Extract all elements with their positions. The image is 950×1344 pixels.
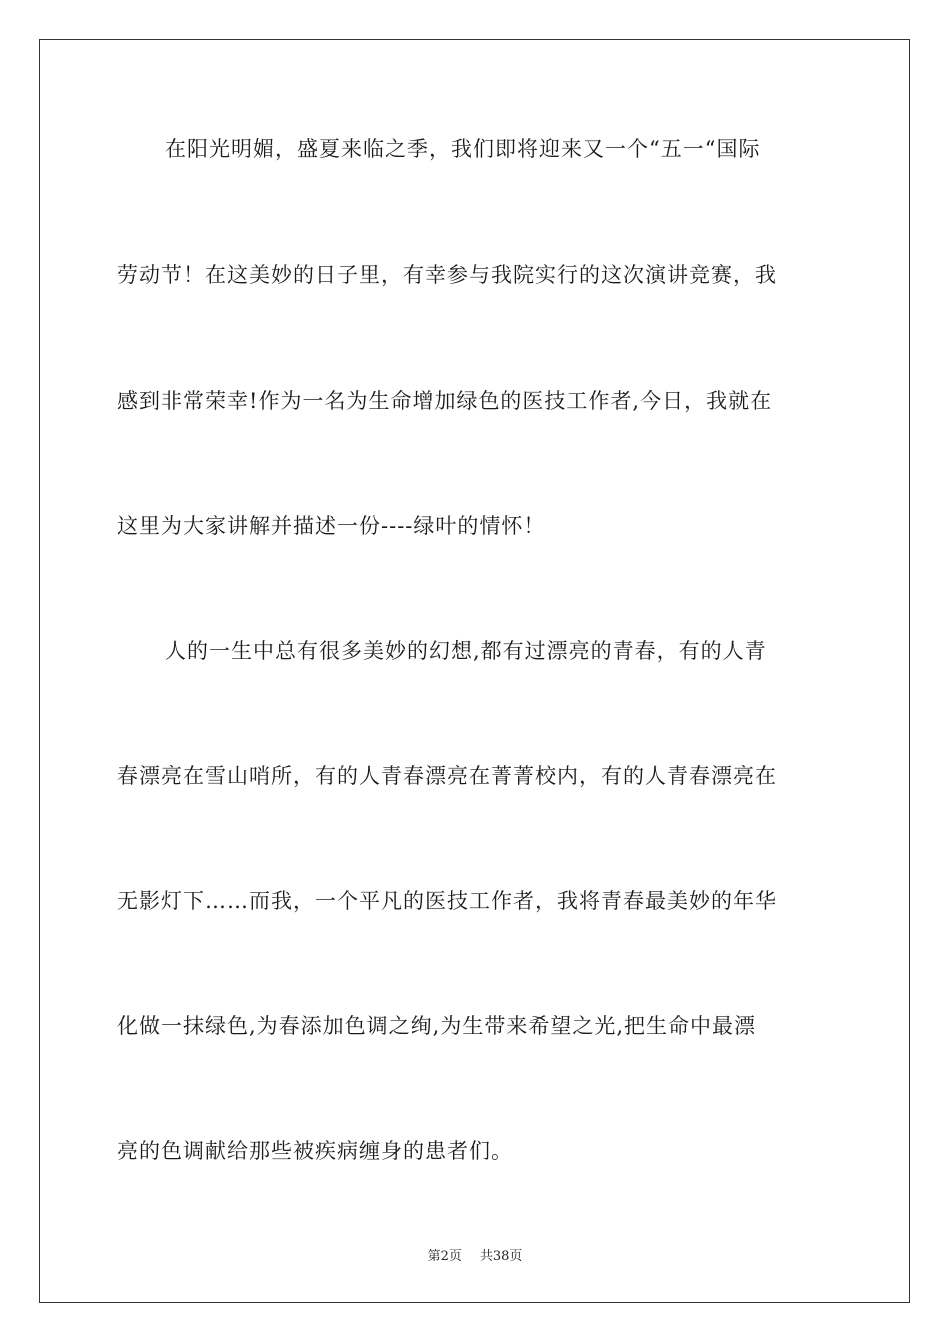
page-total: 共38页: [479, 1249, 523, 1264]
page-number: 第2页: [427, 1249, 462, 1264]
paragraph-1-line-4: 这里为大家讲解并描述一份----绿叶的情怀！: [117, 514, 546, 538]
paragraph-2-line-2: 春漂亮在雪山哨所，有的人青春漂亮在菁菁校内，有的人青春漂亮在: [117, 764, 777, 788]
page-footer: [0, 1248, 950, 1266]
paragraph-2-line-5: 亮的色调献给那些被疾病缠身的患者们。: [117, 1139, 513, 1163]
paragraph-2-line-3: 无影灯下……而我，一个平凡的医技工作者，我将青春最美妙的年华: [117, 889, 777, 913]
paragraph-1-line-1: 在阳光明媚，盛夏来临之季，我们即将迎来又一个“五一“国际: [165, 137, 761, 161]
paragraph-1-line-2: 劳动节！在这美妙的日子里，有幸参与我院实行的这次演讲竞赛，我: [117, 263, 777, 287]
page-border: [39, 39, 910, 1303]
paragraph-2-line-1: 人的一生中总有很多美妙的幻想,都有过漂亮的青春，有的人青: [165, 639, 767, 663]
paragraph-2-line-4: 化做一抹绿色,为春添加色调之绚,为生带来希望之光,把生命中最漂: [117, 1014, 757, 1038]
paragraph-1-line-3: 感到非常荣幸!作为一名为生命增加绿色的医技工作者,今日，我就在: [117, 389, 773, 413]
